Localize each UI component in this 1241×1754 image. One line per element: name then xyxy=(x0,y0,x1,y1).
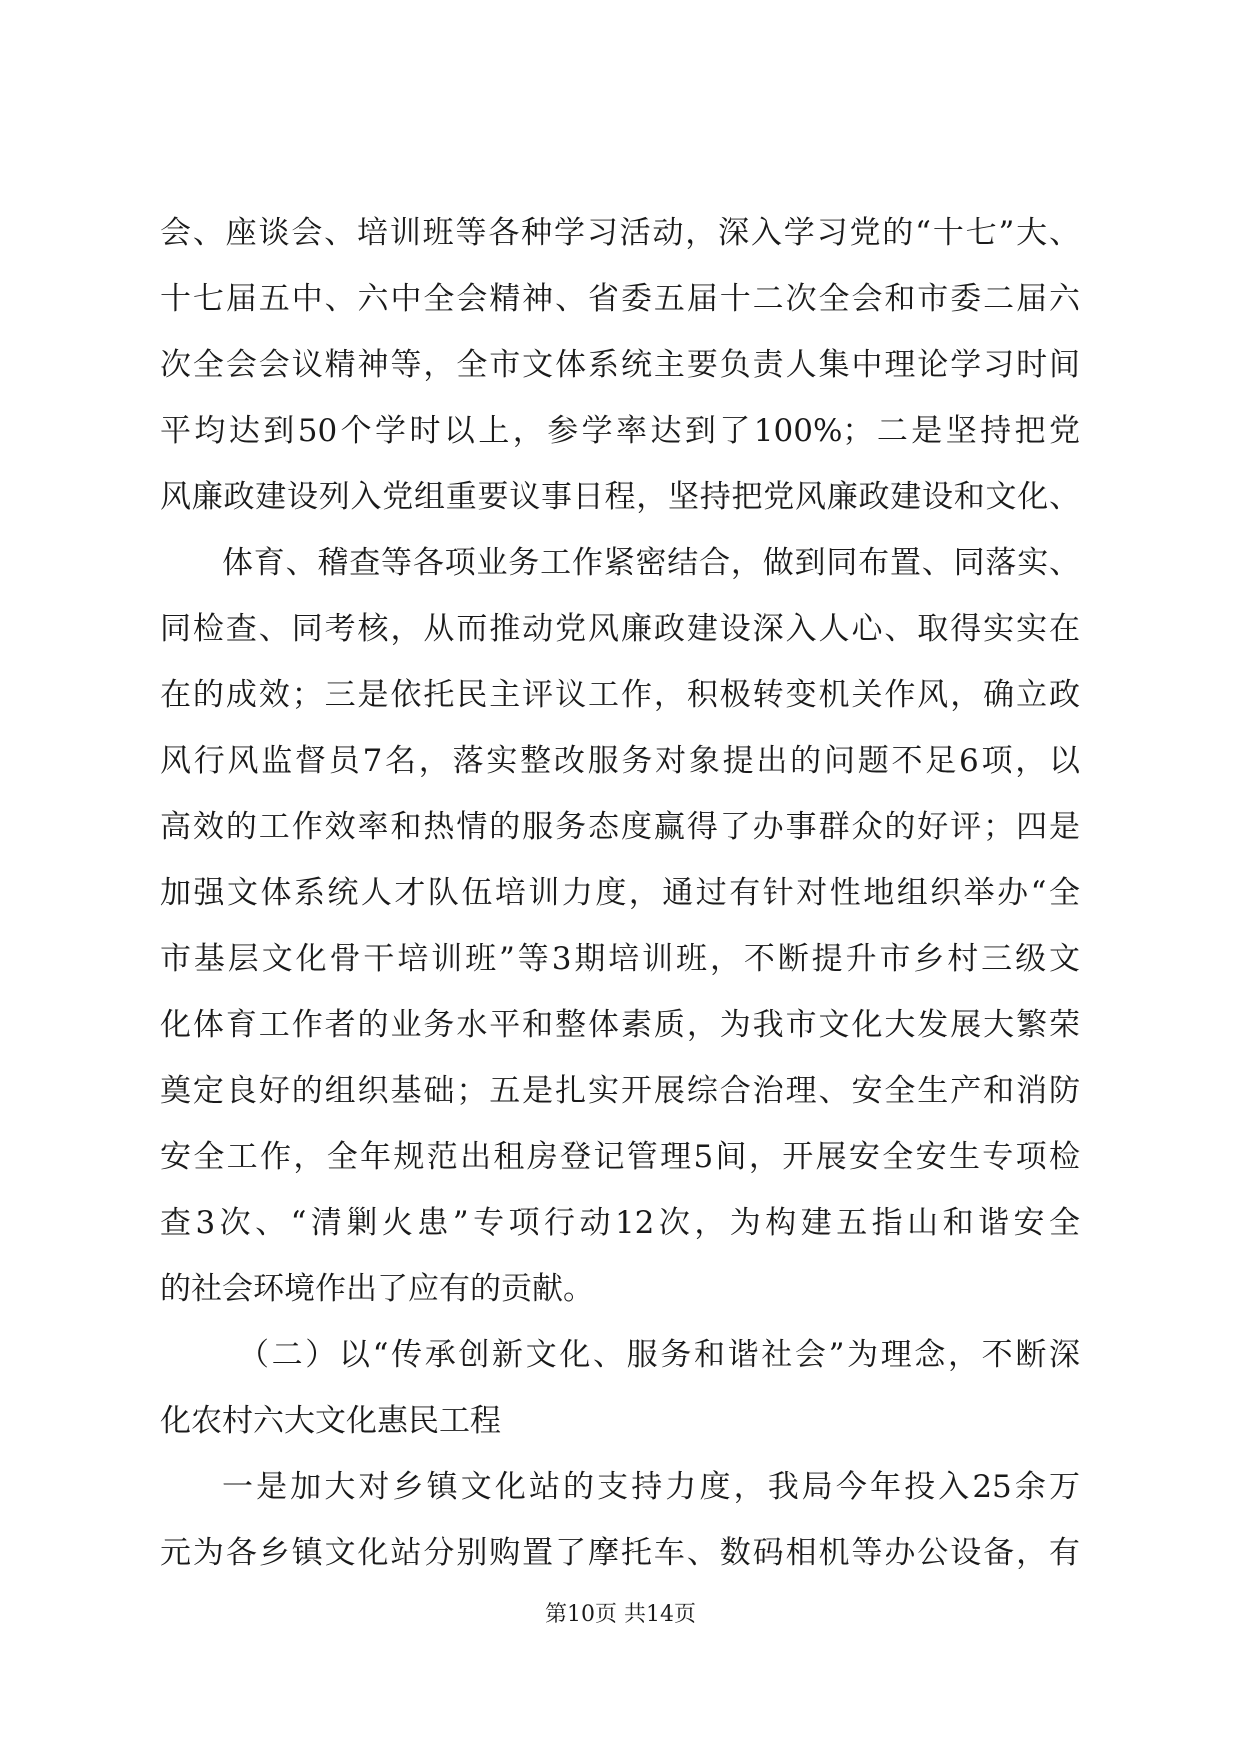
text-line: 查3次、“清剿火患”专项行动12次，为构建五指山和谐安全 xyxy=(160,1205,1080,1241)
text-line: 平均达到50个学时以上，参学率达到了100%；二是坚持把党 xyxy=(160,413,1080,449)
page-number: 第10页 共14页 xyxy=(545,1602,696,1627)
text-line: 安全工作，全年规范出租房登记管理5间，开展安全安生专项检 xyxy=(160,1139,1080,1175)
text-line: 的社会环境作出了应有的贡献。 xyxy=(160,1271,594,1307)
section-heading-line: （二）以“传承创新文化、服务和谐社会”为理念，不断深 xyxy=(238,1337,1080,1373)
text-line: 加强文体系统人才队伍培训力度，通过有针对性地组织举办“全 xyxy=(160,875,1080,911)
text-line: 会、座谈会、培训班等各种学习活动，深入学习党的“十七”大、 xyxy=(160,215,1080,251)
text-line: 市基层文化骨干培训班”等3期培训班，不断提升市乡村三级文 xyxy=(160,941,1080,977)
section-heading-line: 化农村六大文化惠民工程 xyxy=(160,1403,501,1439)
text-line: 风廉政建设列入党组重要议事日程，坚持把党风廉政建设和文化、 xyxy=(160,479,1080,515)
text-line: 十七届五中、六中全会精神、省委五届十二次全会和市委二届六 xyxy=(160,281,1080,317)
text-line: 在的成效；三是依托民主评议工作，积极转变机关作风，确立政 xyxy=(160,677,1080,713)
text-line: 奠定良好的组织基础；五是扎实开展综合治理、安全生产和消防 xyxy=(160,1073,1080,1109)
document-body xyxy=(160,200,1080,1586)
text-line: 次全会会议精神等，全市文体系统主要负责人集中理论学习时间 xyxy=(160,347,1080,383)
text-line: 一是加大对乡镇文化站的支持力度，我局今年投入25余万 xyxy=(222,1469,1080,1505)
text-line: 同检查、同考核，从而推动党风廉政建设深入人心、取得实实在 xyxy=(160,611,1080,647)
text-line: 高效的工作效率和热情的服务态度赢得了办事群众的好评；四是 xyxy=(160,809,1080,845)
text-line: 化体育工作者的业务水平和整体素质，为我市文化大发展大繁荣 xyxy=(160,1007,1080,1043)
text-line: 风行风监督员7名，落实整改服务对象提出的问题不足6项，以 xyxy=(160,743,1080,779)
text-line: 体育、稽查等各项业务工作紧密结合，做到同布置、同落实、 xyxy=(222,545,1080,581)
text-line: 元为各乡镇文化站分别购置了摩托车、数码相机等办公设备，有 xyxy=(160,1535,1080,1571)
